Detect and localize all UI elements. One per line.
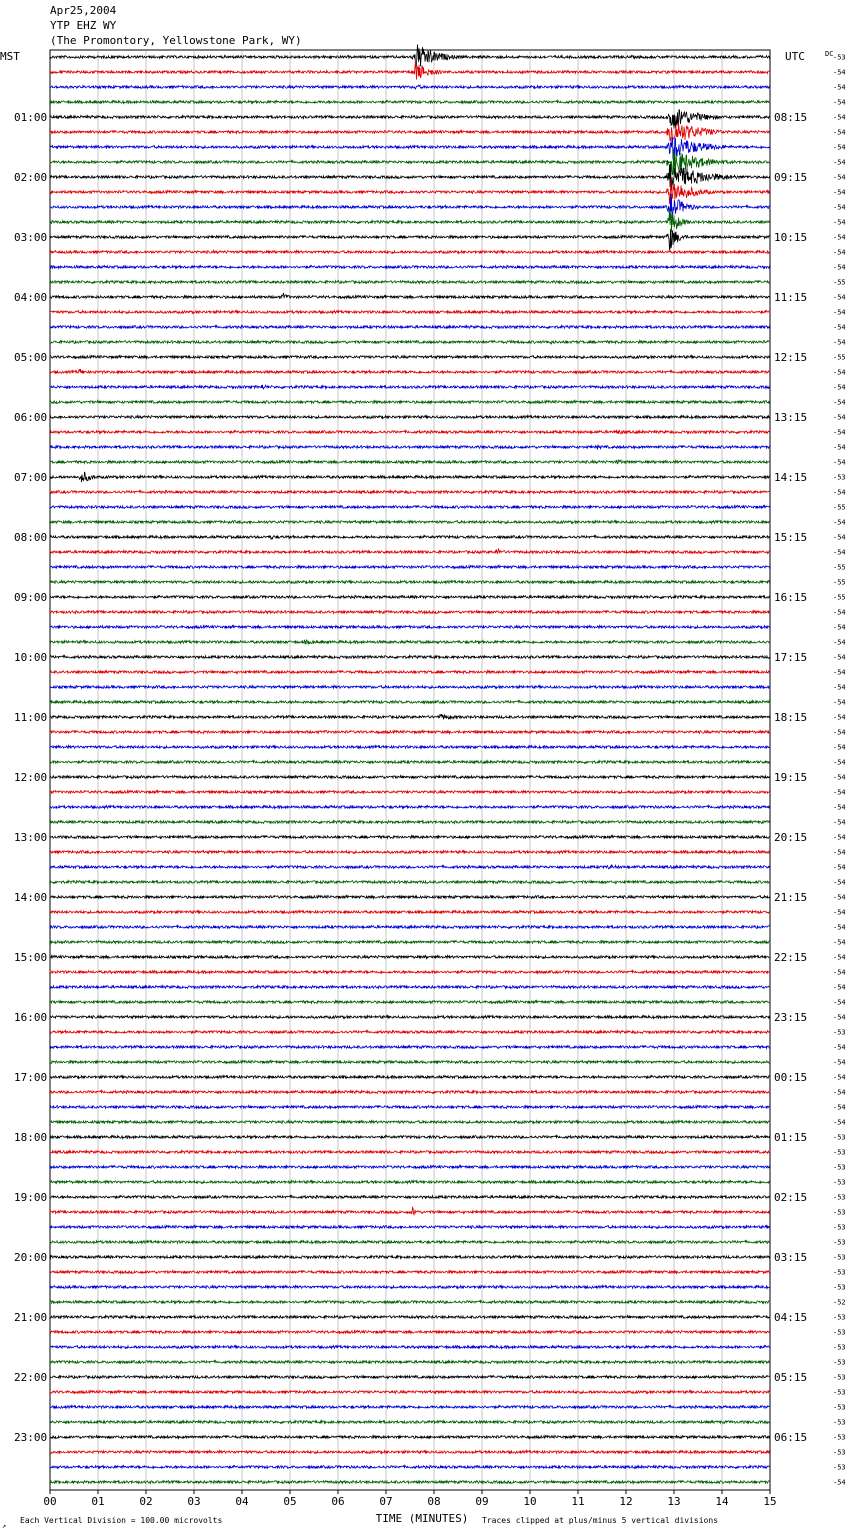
- trace-row-62: [50, 986, 770, 989]
- x-axis-ticks: [43, 1490, 776, 1508]
- utc-hour-label: 11:15: [774, 291, 808, 304]
- dc-offset-label: -54: [833, 263, 846, 272]
- trace-row-15: [50, 281, 770, 284]
- dc-offset-label: -54: [833, 863, 846, 872]
- trace-row-77: [50, 1207, 770, 1215]
- utc-hour-label: 17:15: [774, 651, 808, 664]
- dc-offset-label: -53: [833, 1448, 846, 1457]
- dc-offset-label: -54: [833, 128, 846, 137]
- dc-offset-label: -53: [833, 1343, 846, 1352]
- x-tick-label: 08: [427, 1495, 441, 1508]
- dc-offset-label: -54: [833, 848, 846, 857]
- dc-offset-label: -54: [833, 143, 846, 152]
- trace-row-1: [50, 62, 770, 80]
- trace-row-79: [50, 1241, 770, 1244]
- dc-offset-label: -54: [833, 698, 846, 707]
- x-tick-label: 00: [43, 1495, 57, 1508]
- dc-offset-label: -54: [833, 338, 846, 347]
- dc-offset-label: -54: [833, 713, 846, 722]
- mst-hour-labels: [14, 111, 47, 1444]
- x-tick-label: 15: [763, 1495, 777, 1508]
- dc-offset-label: -55: [833, 278, 846, 287]
- trace-row-51: [50, 821, 770, 824]
- trace-row-10: [50, 194, 770, 219]
- dc-offset-label: -54: [833, 1118, 846, 1127]
- dc-offset-label: -54: [833, 998, 846, 1007]
- dc-offset-label: -54: [833, 743, 846, 752]
- dc-offset-label: -54: [833, 308, 846, 317]
- dc-offset-label: -53: [833, 1238, 846, 1247]
- dc-offset-label: -55: [833, 563, 846, 572]
- seismic-traces: [50, 44, 770, 1483]
- dc-offset-label: -54: [833, 293, 846, 302]
- trace-row-7: [50, 149, 770, 175]
- dc-offset-label: -54: [833, 923, 846, 932]
- utc-hour-label: 08:15: [774, 111, 808, 124]
- utc-hour-label: 02:15: [774, 1191, 808, 1204]
- mst-hour-label: 19:00: [14, 1191, 48, 1204]
- trace-row-32: [50, 536, 770, 540]
- trace-row-86: [50, 1346, 770, 1349]
- dc-offset-label: -55: [833, 578, 846, 587]
- trace-row-14: [50, 266, 770, 269]
- trace-row-65: [50, 1031, 770, 1034]
- dc-offset-label: -54: [833, 803, 846, 812]
- dc-offset-label: -53: [833, 1403, 846, 1412]
- trace-row-87: [50, 1361, 770, 1364]
- mst-hour-label: 04:00: [14, 291, 48, 304]
- trace-row-8: [50, 164, 770, 191]
- trace-row-89: [50, 1391, 770, 1394]
- utc-hour-label: 16:15: [774, 591, 808, 604]
- mst-hour-label: 16:00: [14, 1011, 48, 1024]
- dc-offset-label: -53: [833, 1373, 846, 1382]
- x-tick-label: 09: [475, 1495, 489, 1508]
- dc-offset-label: -54: [833, 248, 846, 257]
- trace-row-91: [50, 1421, 770, 1424]
- dc-offset-label: -54: [833, 1478, 846, 1487]
- dc-offset-label: -54: [833, 683, 846, 692]
- trace-row-93: [50, 1451, 770, 1454]
- dc-offset-label: -54: [833, 1103, 846, 1112]
- dc-offset-label: -54: [833, 533, 846, 542]
- dc-offset-label: -54: [833, 98, 846, 107]
- trace-row-18: [50, 326, 770, 329]
- trace-row-41: [50, 671, 770, 674]
- grid-lines: [50, 50, 770, 1490]
- dc-offset-label: -54: [833, 818, 846, 827]
- trace-row-63: [50, 1001, 770, 1004]
- trace-row-74: [50, 1166, 770, 1169]
- mst-hour-label: 01:00: [14, 111, 48, 124]
- trace-row-33: [50, 549, 770, 554]
- x-tick-label: 06: [331, 1495, 345, 1508]
- utc-hour-label: 05:15: [774, 1371, 808, 1384]
- utc-label: UTC: [785, 50, 805, 63]
- plot-frame: [50, 50, 770, 1490]
- dc-offset-label: -54: [833, 758, 846, 767]
- trace-row-27: [50, 460, 770, 464]
- trace-row-66: [50, 1046, 770, 1049]
- dc-offset-label: -54: [833, 68, 846, 77]
- utc-hour-label: 23:15: [774, 1011, 808, 1024]
- utc-hour-label: 19:15: [774, 771, 808, 784]
- trace-row-80: [50, 1256, 770, 1259]
- trace-row-61: [50, 971, 770, 974]
- dc-offset-label: -53: [833, 1328, 846, 1337]
- x-tick-label: 01: [91, 1495, 105, 1508]
- mst-label: MST: [0, 50, 20, 63]
- trace-row-70: [50, 1106, 770, 1109]
- dc-offset-label: -54: [833, 638, 846, 647]
- x-tick-label: 11: [571, 1495, 585, 1508]
- trace-row-75: [50, 1181, 770, 1184]
- trace-row-45: [50, 730, 770, 733]
- dc-offset-label: -53: [833, 1163, 846, 1172]
- dc-offset-label: -55: [833, 593, 846, 602]
- dc-offset-label: -54: [833, 383, 846, 392]
- trace-row-50: [50, 806, 770, 809]
- utc-hour-label: 10:15: [774, 231, 808, 244]
- dc-offset-label: -53: [833, 53, 846, 62]
- dc-offset-label: -54: [833, 953, 846, 962]
- dc-offset-label: -54: [833, 983, 846, 992]
- mst-hour-label: 14:00: [14, 891, 48, 904]
- dc-offset-label: -55: [833, 353, 846, 362]
- mst-hour-label: 05:00: [14, 351, 48, 364]
- utc-hour-label: 09:15: [774, 171, 808, 184]
- dc-offset-label: -52: [833, 1298, 846, 1307]
- utc-hour-label: 14:15: [774, 471, 808, 484]
- trace-row-38: [50, 626, 770, 629]
- utc-hour-labels: [774, 111, 807, 1444]
- dc-offset-label: -54: [833, 83, 846, 92]
- dc-offset-label: -54: [833, 878, 846, 887]
- trace-row-6: [50, 137, 770, 159]
- mst-hour-label: 07:00: [14, 471, 48, 484]
- trace-row-5: [50, 124, 770, 141]
- x-tick-label: 02: [139, 1495, 153, 1508]
- dc-offset-label: -54: [833, 398, 846, 407]
- trace-row-90: [50, 1406, 770, 1409]
- dc-offset-label: -53: [833, 1223, 846, 1232]
- trace-row-84: [50, 1316, 770, 1319]
- x-axis-title: TIME (MINUTES): [375, 1512, 469, 1525]
- dc-offset-label: -54: [833, 1013, 846, 1022]
- dc-offset-label: -54: [833, 443, 846, 452]
- dc-offset-label: -54: [833, 413, 846, 422]
- dc-offset-label: -53: [833, 1283, 846, 1292]
- mst-hour-label: 11:00: [14, 711, 48, 724]
- trace-row-43: [50, 701, 770, 704]
- dc-offset-label: -54: [833, 368, 846, 377]
- trace-row-94: [50, 1466, 770, 1469]
- x-tick-label: 05: [283, 1495, 297, 1508]
- trace-row-58: [50, 926, 770, 929]
- trace-row-49: [50, 791, 770, 794]
- dc-offset-label: -54: [833, 233, 846, 242]
- dc-offset-label: -54: [833, 173, 846, 182]
- trace-row-23: [50, 401, 770, 404]
- mst-hour-label: 09:00: [14, 591, 48, 604]
- trace-row-56: [50, 896, 770, 899]
- trace-row-11: [50, 208, 770, 232]
- dc-offset-label: -53: [833, 1148, 846, 1157]
- trace-row-26: [50, 445, 770, 450]
- trace-row-17: [50, 311, 770, 314]
- dc-offset-label: -55: [833, 503, 846, 512]
- trace-row-36: [50, 596, 770, 599]
- mst-hour-label: 22:00: [14, 1371, 48, 1384]
- trace-row-44: [50, 714, 770, 719]
- mst-hour-label: 10:00: [14, 651, 48, 664]
- dc-offset-label: -53: [833, 1313, 846, 1322]
- dc-offset-label: -53: [833, 1388, 846, 1397]
- mst-hour-label: 06:00: [14, 411, 48, 424]
- mst-hour-label: 02:00: [14, 171, 48, 184]
- mst-hour-label: 17:00: [14, 1071, 48, 1084]
- dc-offset-label: -54: [833, 833, 846, 842]
- trace-row-39: [50, 640, 770, 645]
- dc-offset-label: -54: [833, 428, 846, 437]
- trace-row-73: [50, 1151, 770, 1154]
- footer-clip-note: Traces clipped at plus/minus 5 vertical divisions: [482, 1516, 719, 1525]
- chart-date: Apr25,2004: [50, 4, 117, 17]
- trace-row-82: [50, 1286, 770, 1289]
- dc-offset-label: -54: [833, 893, 846, 902]
- trace-row-92: [50, 1436, 770, 1439]
- trace-row-46: [50, 746, 770, 749]
- dc-offset-label: -54: [833, 788, 846, 797]
- chart-station: YTP EHZ WY: [50, 19, 117, 32]
- trace-row-40: [50, 656, 770, 659]
- dc-offset-label: -54: [833, 653, 846, 662]
- utc-hour-label: 18:15: [774, 711, 808, 724]
- x-tick-label: 07: [379, 1495, 393, 1508]
- dc-offset-label: -53: [833, 1208, 846, 1217]
- x-tick-label: 13: [667, 1495, 681, 1508]
- dc-offset-labels: [833, 54, 846, 1487]
- utc-hour-label: 06:15: [774, 1431, 808, 1444]
- trace-row-28: [50, 472, 770, 482]
- trace-row-31: [50, 521, 770, 524]
- dc-offset-label: -54: [833, 1058, 846, 1067]
- x-tick-label: 12: [619, 1495, 633, 1508]
- trace-row-72: [50, 1136, 770, 1139]
- trace-row-88: [50, 1376, 770, 1379]
- dc-offset-label: -53: [833, 1463, 846, 1472]
- trace-row-22: [50, 385, 770, 389]
- mst-hour-label: 08:00: [14, 531, 48, 544]
- trace-row-76: [50, 1196, 770, 1199]
- trace-row-42: [50, 686, 770, 689]
- dc-offset-label: -54: [833, 548, 846, 557]
- trace-row-0: [50, 44, 770, 68]
- dc-offset-label: -53: [833, 1133, 846, 1142]
- dc-offset-label: -53: [833, 1178, 846, 1187]
- utc-hour-label: 13:15: [774, 411, 808, 424]
- dc-label: DC: [825, 50, 834, 58]
- dc-offset-label: -54: [833, 458, 846, 467]
- trace-row-29: [50, 491, 770, 494]
- trace-row-85: [50, 1331, 770, 1334]
- chart-location: (The Promontory, Yellowstone Park, WY): [50, 34, 302, 47]
- x-tick-label: 10: [523, 1495, 537, 1508]
- mst-hour-label: 03:00: [14, 231, 48, 244]
- utc-hour-label: 20:15: [774, 831, 808, 844]
- trace-row-55: [50, 881, 770, 884]
- mst-hour-label: 20:00: [14, 1251, 48, 1264]
- dc-offset-label: -54: [833, 218, 846, 227]
- dc-offset-label: -54: [833, 488, 846, 497]
- dc-offset-label: -53: [833, 1418, 846, 1427]
- trace-row-69: [50, 1091, 770, 1094]
- dc-offset-label: -54: [833, 1043, 846, 1052]
- trace-row-9: [50, 179, 770, 204]
- trace-row-20: [50, 356, 770, 359]
- trace-row-47: [50, 761, 770, 764]
- trace-row-57: [50, 911, 770, 914]
- x-tick-label: 04: [235, 1495, 249, 1508]
- dc-offset-label: -54: [833, 668, 846, 677]
- dc-offset-label: -53: [833, 1433, 846, 1442]
- dc-offset-label: -54: [833, 773, 846, 782]
- trace-row-16: [50, 293, 770, 299]
- dc-offset-label: -53: [833, 1193, 846, 1202]
- utc-hour-label: 00:15: [774, 1071, 808, 1084]
- mst-hour-label: 12:00: [14, 771, 48, 784]
- trace-row-59: [50, 941, 770, 944]
- utc-hour-label: 22:15: [774, 951, 808, 964]
- dc-offset-label: -54: [833, 518, 846, 527]
- dc-offset-label: -53: [833, 1253, 846, 1262]
- utc-hour-label: 12:15: [774, 351, 808, 364]
- utc-hour-label: 15:15: [774, 531, 808, 544]
- trace-row-13: [50, 251, 770, 254]
- dc-offset-label: -53: [833, 473, 846, 482]
- trace-row-83: [50, 1301, 770, 1304]
- trace-row-3: [50, 101, 770, 104]
- dc-offset-label: -53: [833, 1358, 846, 1367]
- mst-hour-label: 23:00: [14, 1431, 48, 1444]
- utc-hour-label: 03:15: [774, 1251, 808, 1264]
- trace-row-71: [50, 1121, 770, 1124]
- utc-hour-label: 04:15: [774, 1311, 808, 1324]
- dc-offset-label: -53: [833, 1028, 846, 1037]
- dc-offset-label: -54: [833, 623, 846, 632]
- mst-hour-label: 21:00: [14, 1311, 48, 1324]
- mst-hour-label: 15:00: [14, 951, 48, 964]
- trace-row-60: [50, 955, 770, 958]
- trace-row-2: [50, 85, 770, 89]
- dc-offset-label: -54: [833, 323, 846, 332]
- dc-offset-label: -54: [833, 113, 846, 122]
- dc-offset-label: -54: [833, 908, 846, 917]
- trace-row-95: [50, 1481, 770, 1484]
- utc-hour-label: 21:15: [774, 891, 808, 904]
- trace-row-35: [50, 581, 770, 584]
- trace-row-19: [50, 341, 770, 344]
- trace-row-81: [50, 1271, 770, 1274]
- trace-row-48: [50, 776, 770, 779]
- trace-row-68: [50, 1076, 770, 1079]
- trace-row-24: [50, 416, 770, 419]
- dc-offset-label: -54: [833, 1073, 846, 1082]
- trace-row-37: [50, 611, 770, 614]
- trace-row-52: [50, 836, 770, 839]
- dc-offset-label: -53: [833, 1268, 846, 1277]
- dc-offset-label: -54: [833, 728, 846, 737]
- mst-hour-label: 18:00: [14, 1131, 48, 1144]
- dc-offset-label: -54: [833, 968, 846, 977]
- dc-offset-label: -54: [833, 203, 846, 212]
- trace-row-54: [50, 865, 770, 869]
- trace-row-53: [50, 851, 770, 854]
- trace-row-64: [50, 1016, 770, 1019]
- trace-row-25: [50, 430, 770, 434]
- dc-offset-label: -54: [833, 938, 846, 947]
- trace-row-21: [50, 369, 770, 374]
- dc-offset-label: -54: [833, 608, 846, 617]
- corner-mark: ↗: [2, 1522, 7, 1530]
- x-tick-label: 03: [187, 1495, 201, 1508]
- dc-offset-label: -54: [833, 1088, 846, 1097]
- utc-hour-label: 01:15: [774, 1131, 808, 1144]
- dc-offset-label: -54: [833, 158, 846, 167]
- trace-row-67: [50, 1061, 770, 1064]
- mst-hour-label: 13:00: [14, 831, 48, 844]
- trace-row-78: [50, 1226, 770, 1229]
- footer-vertical-division: Each Vertical Division = 100.00 microvolts: [20, 1516, 223, 1525]
- trace-row-12: [50, 229, 770, 250]
- x-tick-label: 14: [715, 1495, 729, 1508]
- trace-row-4: [50, 109, 770, 128]
- trace-row-34: [50, 566, 770, 569]
- trace-row-30: [50, 506, 770, 509]
- dc-offset-label: -54: [833, 188, 846, 197]
